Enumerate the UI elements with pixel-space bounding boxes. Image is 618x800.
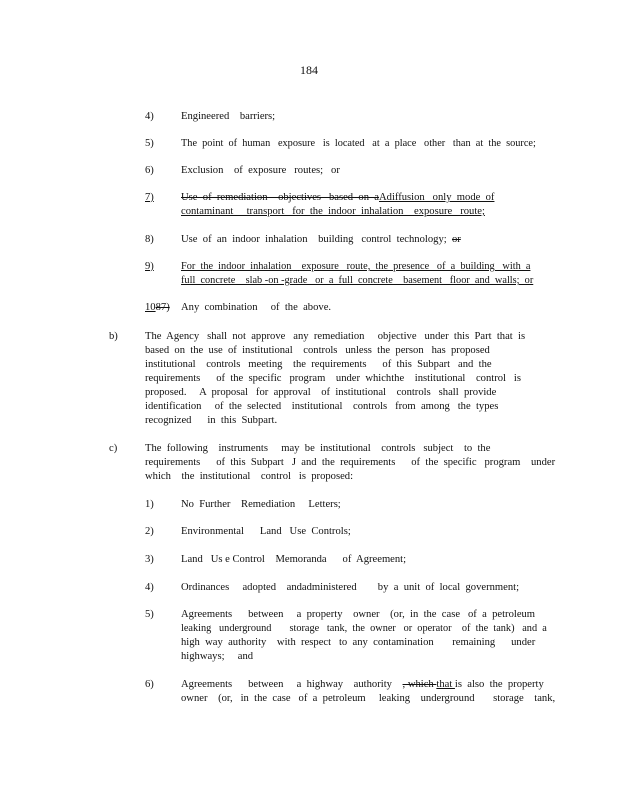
subsection-c-label: c) bbox=[109, 443, 118, 454]
subsection-b-line: based on the use of institutional controls unless the person has proposed bbox=[145, 345, 490, 356]
list-item-c4: Ordinances adopted andadministered by a unit of local government; bbox=[181, 582, 520, 593]
list-label-c2: 2) bbox=[145, 526, 154, 537]
list-label-c3: 3) bbox=[145, 554, 154, 565]
page-number: 184 bbox=[300, 63, 318, 77]
subsection-b-line: The Agency shall not approve any remediation objective under this Part that is bbox=[145, 331, 526, 342]
list-label-9: 9) bbox=[145, 261, 154, 272]
list-label-8: 8) bbox=[145, 234, 154, 245]
list-item-4: Engineered barriers; bbox=[181, 111, 276, 122]
list-item-c5-line: high way authority with respect to any contamination remaining under bbox=[181, 637, 536, 648]
subsection-c-line: The following instruments may be institutional controls subject to the bbox=[145, 443, 491, 454]
label-deleted-2: 7) bbox=[160, 302, 170, 313]
deleted-text: or bbox=[451, 234, 461, 245]
list-label-4: 4) bbox=[145, 111, 154, 122]
list-item-c6-line1 bbox=[181, 678, 544, 692]
label-inserted: 10 bbox=[145, 302, 156, 313]
list-item-7-line1 bbox=[181, 191, 494, 205]
list-label-5: 5) bbox=[145, 138, 154, 149]
list-item-10: Any combination of the above. bbox=[181, 302, 332, 313]
subsection-b-line: recognized in this Subpart. bbox=[145, 415, 278, 426]
list-label-6: 6) bbox=[145, 165, 154, 176]
subsection-b-line: institutional controls meeting the requirements of this Subpart and the bbox=[145, 359, 492, 370]
list-item-c5-line: highways; and bbox=[181, 651, 254, 662]
label-deleted: 8 bbox=[155, 302, 161, 313]
subsection-b-line: requirements of the specific program under whichthe institutional control is bbox=[145, 373, 521, 384]
list-item-7-line2: contaminant transport for the indoor inhalation exposure route; bbox=[181, 206, 485, 217]
list-item-c6-line2: owner (or, in the case of a petroleum leaking underground storage tank, bbox=[181, 693, 556, 704]
list-item-c3: Land Us e Control Memoranda of Agreement; bbox=[181, 554, 407, 565]
list-label-c6: 6) bbox=[145, 679, 154, 690]
list-item-5: The point of human exposure is located at a place other than at the source; bbox=[181, 138, 536, 149]
item-c6-post: is also the property bbox=[454, 679, 544, 690]
subsection-b-line: proposed. A proposal for approval of institutional controls shall provide bbox=[145, 387, 497, 398]
inserted-text: Adiffusion only mode of bbox=[379, 192, 495, 203]
subsection-c-line: requirements of this Subpart J and the requirements of the specific program under bbox=[145, 457, 556, 468]
item-c6-pre: Agreements between a highway authority bbox=[181, 679, 403, 690]
subsection-b-label: b) bbox=[109, 331, 118, 342]
list-label-c4: 4) bbox=[145, 582, 154, 593]
subsection-b-line: identification of the selected institutional controls from among the types bbox=[145, 401, 499, 412]
list-item-c1: No Further Remediation Letters; bbox=[181, 499, 341, 510]
deleted-text: , which bbox=[402, 679, 437, 690]
list-item-9-line2: full concrete slab -on -grade or a full concrete basement floor and walls; or bbox=[181, 275, 534, 286]
list-item-6: Exclusion of exposure routes; or bbox=[181, 165, 340, 176]
list-label-c5: 5) bbox=[145, 609, 154, 620]
list-item-8 bbox=[181, 233, 461, 247]
subsection-c-line: which the institutional control is proposed: bbox=[145, 471, 354, 482]
list-item-c5-line: leaking underground storage tank, the owner or operator of the tank) and a bbox=[181, 623, 547, 634]
deleted-text: Use of remediation objectives based on a bbox=[181, 192, 379, 203]
list-label-c1: 1) bbox=[145, 499, 154, 510]
list-label-7: 7) bbox=[145, 192, 154, 203]
list-item-c5-line: Agreements between a property owner (or, in the case of a petroleum bbox=[181, 609, 536, 620]
item-8-text: Use of an indoor inhalation building control technology; bbox=[181, 234, 452, 245]
list-label-10 bbox=[145, 301, 170, 315]
inserted-text: that bbox=[436, 679, 455, 690]
list-item-9-line1: For the indoor inhalation exposure route, the presence of a building with a bbox=[181, 261, 531, 272]
list-item-c2: Environmental Land Use Controls; bbox=[181, 526, 351, 537]
